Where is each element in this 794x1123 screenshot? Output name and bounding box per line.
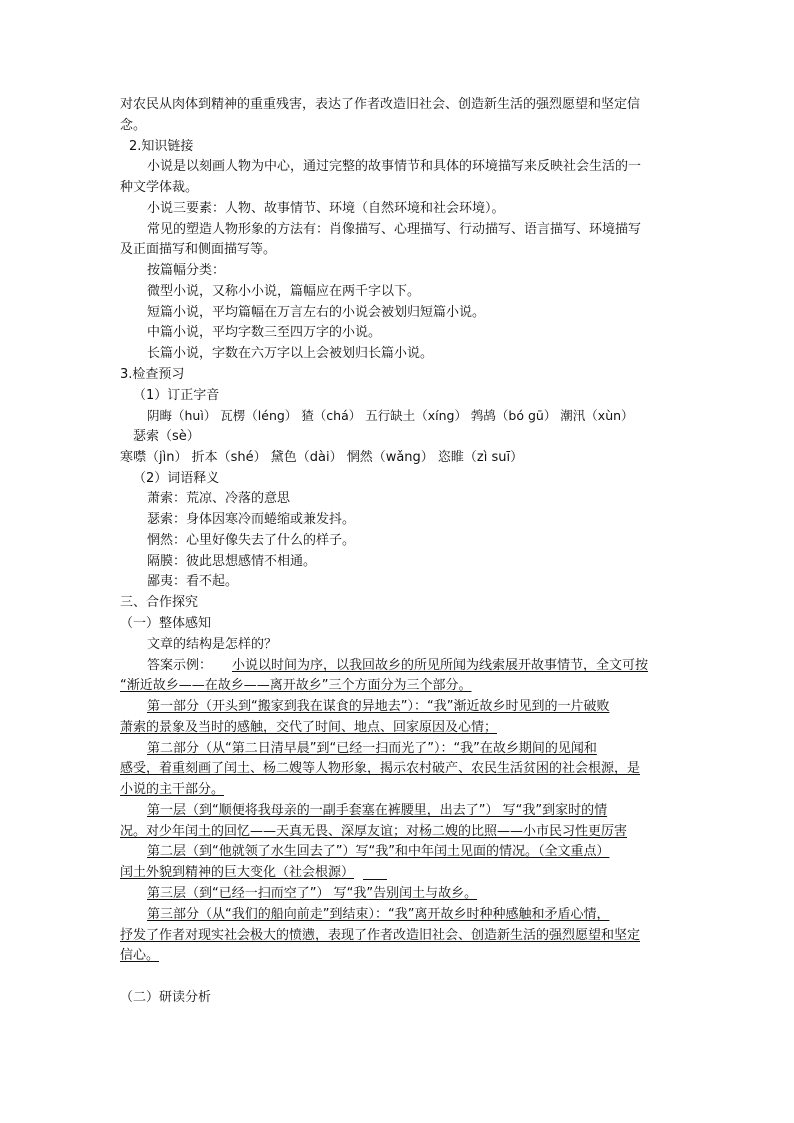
answer-text: 况。对少年闰土的回忆——天真无畏、深厚友谊；对杨二嫂的比照——小市民习性更厉害 — [120, 824, 628, 839]
section-heading: 2.知识链接 — [129, 139, 194, 154]
text-line: 萧索：荒凉、冷落的意思 — [147, 491, 291, 506]
answer-text: 小说的主干部分。 — [120, 782, 225, 797]
answer-text: 第一部分（开头到“搬家到我在谋食的异地去”）：“我”渐近故乡时见到的一片破败 — [147, 699, 610, 714]
section-heading: 三、合作探究 — [120, 595, 199, 610]
answer-text: 第二部分（从“第二日清早晨”到“已经一扫而光了”）：“我”在故乡期间的见闻和 — [147, 741, 597, 756]
text-line: 微型小说，又称小小说，篇幅应在两千字以下。 — [147, 284, 421, 299]
underline-blank — [363, 879, 387, 880]
answer-text: 第二层（到“他就领了水生回去了”）写“我”和中年闰土见面的情况。（全文重点） — [147, 844, 610, 859]
text-line: 按篇幅分类： — [147, 263, 226, 278]
text-line: 及正面描写和侧面描写等。 — [120, 242, 277, 257]
answer-text: 抒发了作者对现实社会极大的愤懑，表现了作者改造旧社会、创造新生活的强烈愿望和坚定 — [120, 928, 641, 943]
answer-text: 萧索的景象及当时的感触，交代了时间、地点、回家原因及心情； — [120, 720, 498, 735]
text-line: 中篇小说，平均字数三至四万字的小说。 — [147, 325, 382, 340]
answer-text: 第一层（到“顺便将我母亲的一副手套塞在裤腰里，出去了”） 写“我”到家时的情 — [147, 803, 608, 818]
text-line: 小说是以刻画人物为中心，通过完整的故事情节和具体的环境描写来反映社会生活的一 — [147, 159, 642, 174]
text-line: 种文学体裁。 — [120, 180, 199, 195]
answer-label: 答案示例： — [147, 658, 213, 673]
text-line: 惘然：心里好像失去了什么的样子。 — [147, 533, 356, 548]
text-line: 长篇小说，字数在六万字以上会被划归长篇小说。 — [147, 346, 434, 361]
section-heading: 3.检查预习 — [120, 367, 185, 382]
answer-text: 闰土外貌到精神的巨大变化（社会根源） — [120, 865, 355, 880]
text-line: 短篇小说，平均篇幅在万言左右的小说会被划归短篇小说。 — [147, 305, 486, 320]
answer-text: 第三层（到“已经一扫而空了”） 写“我”告别闰土与故乡。 — [147, 886, 478, 901]
pinyin-line: 阴晦（huì） 瓦楞（léng） 猹（chá） 五行缺土（xíng） 鹁鸪（bó gū） 潮汛（xùn） — [147, 408, 634, 423]
text-line: 常见的塑造人物形象的方法有：肖像描写、心理描写、行动描写、语言描写、环境描写 — [147, 222, 642, 237]
sub-heading: （二）研读分析 — [120, 990, 212, 1005]
question: 文章的结构是怎样的？ — [147, 637, 278, 652]
pinyin-line: 瑟索（sè） — [133, 429, 200, 444]
text-line: 小说三要素：人物、故事情节、环境（自然环境和社会环境）。 — [147, 201, 505, 216]
answer-text: 信心。 — [120, 948, 160, 963]
sub-heading: （一）整体感知 — [120, 616, 212, 631]
text-line: 瑟索：身体因寒冷而蜷缩或兼发抖。 — [147, 512, 356, 527]
sub-heading: （2）词语释义 — [133, 471, 220, 486]
text-line: 鄙夷：看不起。 — [147, 574, 239, 589]
text-line: 念。 — [120, 118, 147, 133]
answer-text: 第三部分（从“我们的船向前走”到结束）：“我”离开故乡时种种感触和矛盾心情， — [147, 907, 610, 922]
text-line: 对农民从肉体到精神的重重残害，表达了作者改造旧社会、创造新生活的强烈愿望和坚定信 — [120, 97, 641, 112]
sub-heading: （1）订正字音 — [133, 388, 220, 403]
answer-text: 感受，着重刻画了闰土、杨二嫂等人物形象，揭示农村破产、农民生活贫困的社会根源，是 — [120, 761, 641, 776]
pinyin-line: 寒噤（jìn） 折本（shé） 黛色（dài） 惘然（wǎng） 恣睢（zì suī） — [120, 450, 524, 465]
answer-text: 小说以时间为序，以我回故乡的所见所闻为线索展开故事情节，全文可按 — [232, 658, 649, 673]
text-line: 隔膜：彼此思想感情不相通。 — [147, 554, 317, 569]
answer-text: “渐近故乡——在故乡——离开故乡”三个方面分为三个部分。 — [120, 678, 472, 693]
